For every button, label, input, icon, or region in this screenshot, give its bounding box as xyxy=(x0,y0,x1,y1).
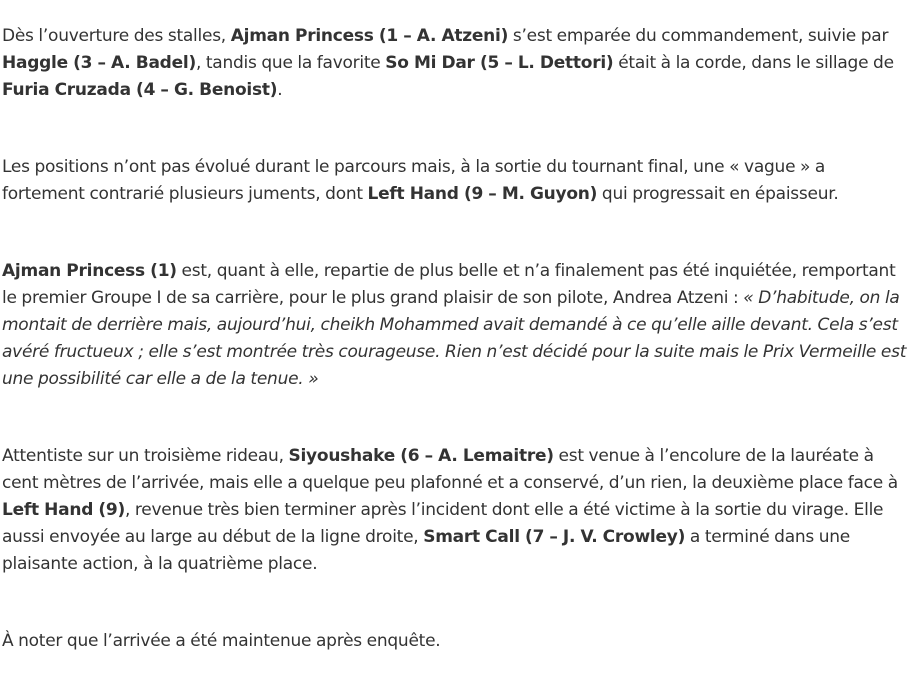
text-segment: était à la corde, dans le sillage de xyxy=(613,53,894,73)
text-segment: . xyxy=(277,80,283,100)
text-segment: qui progressait en épaisseur. xyxy=(597,184,839,204)
horse-name-ajman-princess: Ajman Princess (1) xyxy=(2,261,177,281)
text-segment: Les positions n’ont pas évolué durant le parcours mais, à la sortie du tournant final, une « vague » a fortement contrarié plusieurs juments, dont xyxy=(2,157,826,204)
text-segment: À noter que l’arrivée a été maintenue après enquête. xyxy=(2,631,441,651)
text-segment: Dès l’ouverture des stalles, xyxy=(2,26,231,46)
horse-name-siyoushake: Siyoushake (6 – A. Lemaitre) xyxy=(288,446,554,466)
horse-name-furia-cruzada: Furia Cruzada (4 – G. Benoist) xyxy=(2,80,278,100)
paragraph-final-turn xyxy=(2,154,908,208)
horse-name-left-hand: Left Hand (9 – M. Guyon) xyxy=(367,184,598,204)
text-segment: est, quant à elle, repartie de plus belle et n’a finalement pas été inquiétée, remportant le premier Groupe I de sa carrière, pour le plus grand plaisir de son pilote, Andrea Atzeni : xyxy=(2,261,896,308)
horse-name-ajman-princess: Ajman Princess (1 – A. Atzeni) xyxy=(230,26,509,46)
text-segment: est venue à l’encolure de la lauréate à cent mètres de l’arrivée, mais elle a quelque peu plafonné et a conservé, d’un rien, la deuxième place face à xyxy=(2,446,898,493)
text-segment: , revenue très bien terminer après l’incident dont elle a été victime à la sortie du virage. Elle aussi envoyée au large au début de la ligne droite, xyxy=(2,500,884,547)
text-segment: , tandis que la favorite xyxy=(195,53,386,73)
paragraph-race-start xyxy=(2,23,908,104)
paragraph-winner-quote xyxy=(2,258,908,393)
text-segment: s’est emparée du commandement, suivie par xyxy=(508,26,889,46)
horse-name-smart-call: Smart Call (7 – J. V. Crowley) xyxy=(423,527,686,547)
paragraph-inquiry xyxy=(2,628,908,655)
paragraph-placings xyxy=(2,443,908,578)
text-segment: Attentiste sur un troisième rideau, xyxy=(2,446,289,466)
text-segment: a terminé dans une plaisante action, à la quatrième place. xyxy=(2,527,851,574)
horse-name-left-hand: Left Hand (9) xyxy=(2,500,126,520)
horse-name-so-mi-dar: So Mi Dar (5 – L. Dettori) xyxy=(385,53,614,73)
jockey-quote: « D’habitude, on la montait de derrière mais, aujourd’hui, cheikh Mohammed avait demandé à ce qu’elle aille devant. Cela s’est avéré fructueux ; elle s’est montrée très courageuse. Rien n’est décidé pour la suite mais le Prix Vermeille est une possibilité car elle a de la tenue. » xyxy=(2,288,907,389)
horse-name-haggle: Haggle (3 – A. Badel) xyxy=(2,53,196,73)
